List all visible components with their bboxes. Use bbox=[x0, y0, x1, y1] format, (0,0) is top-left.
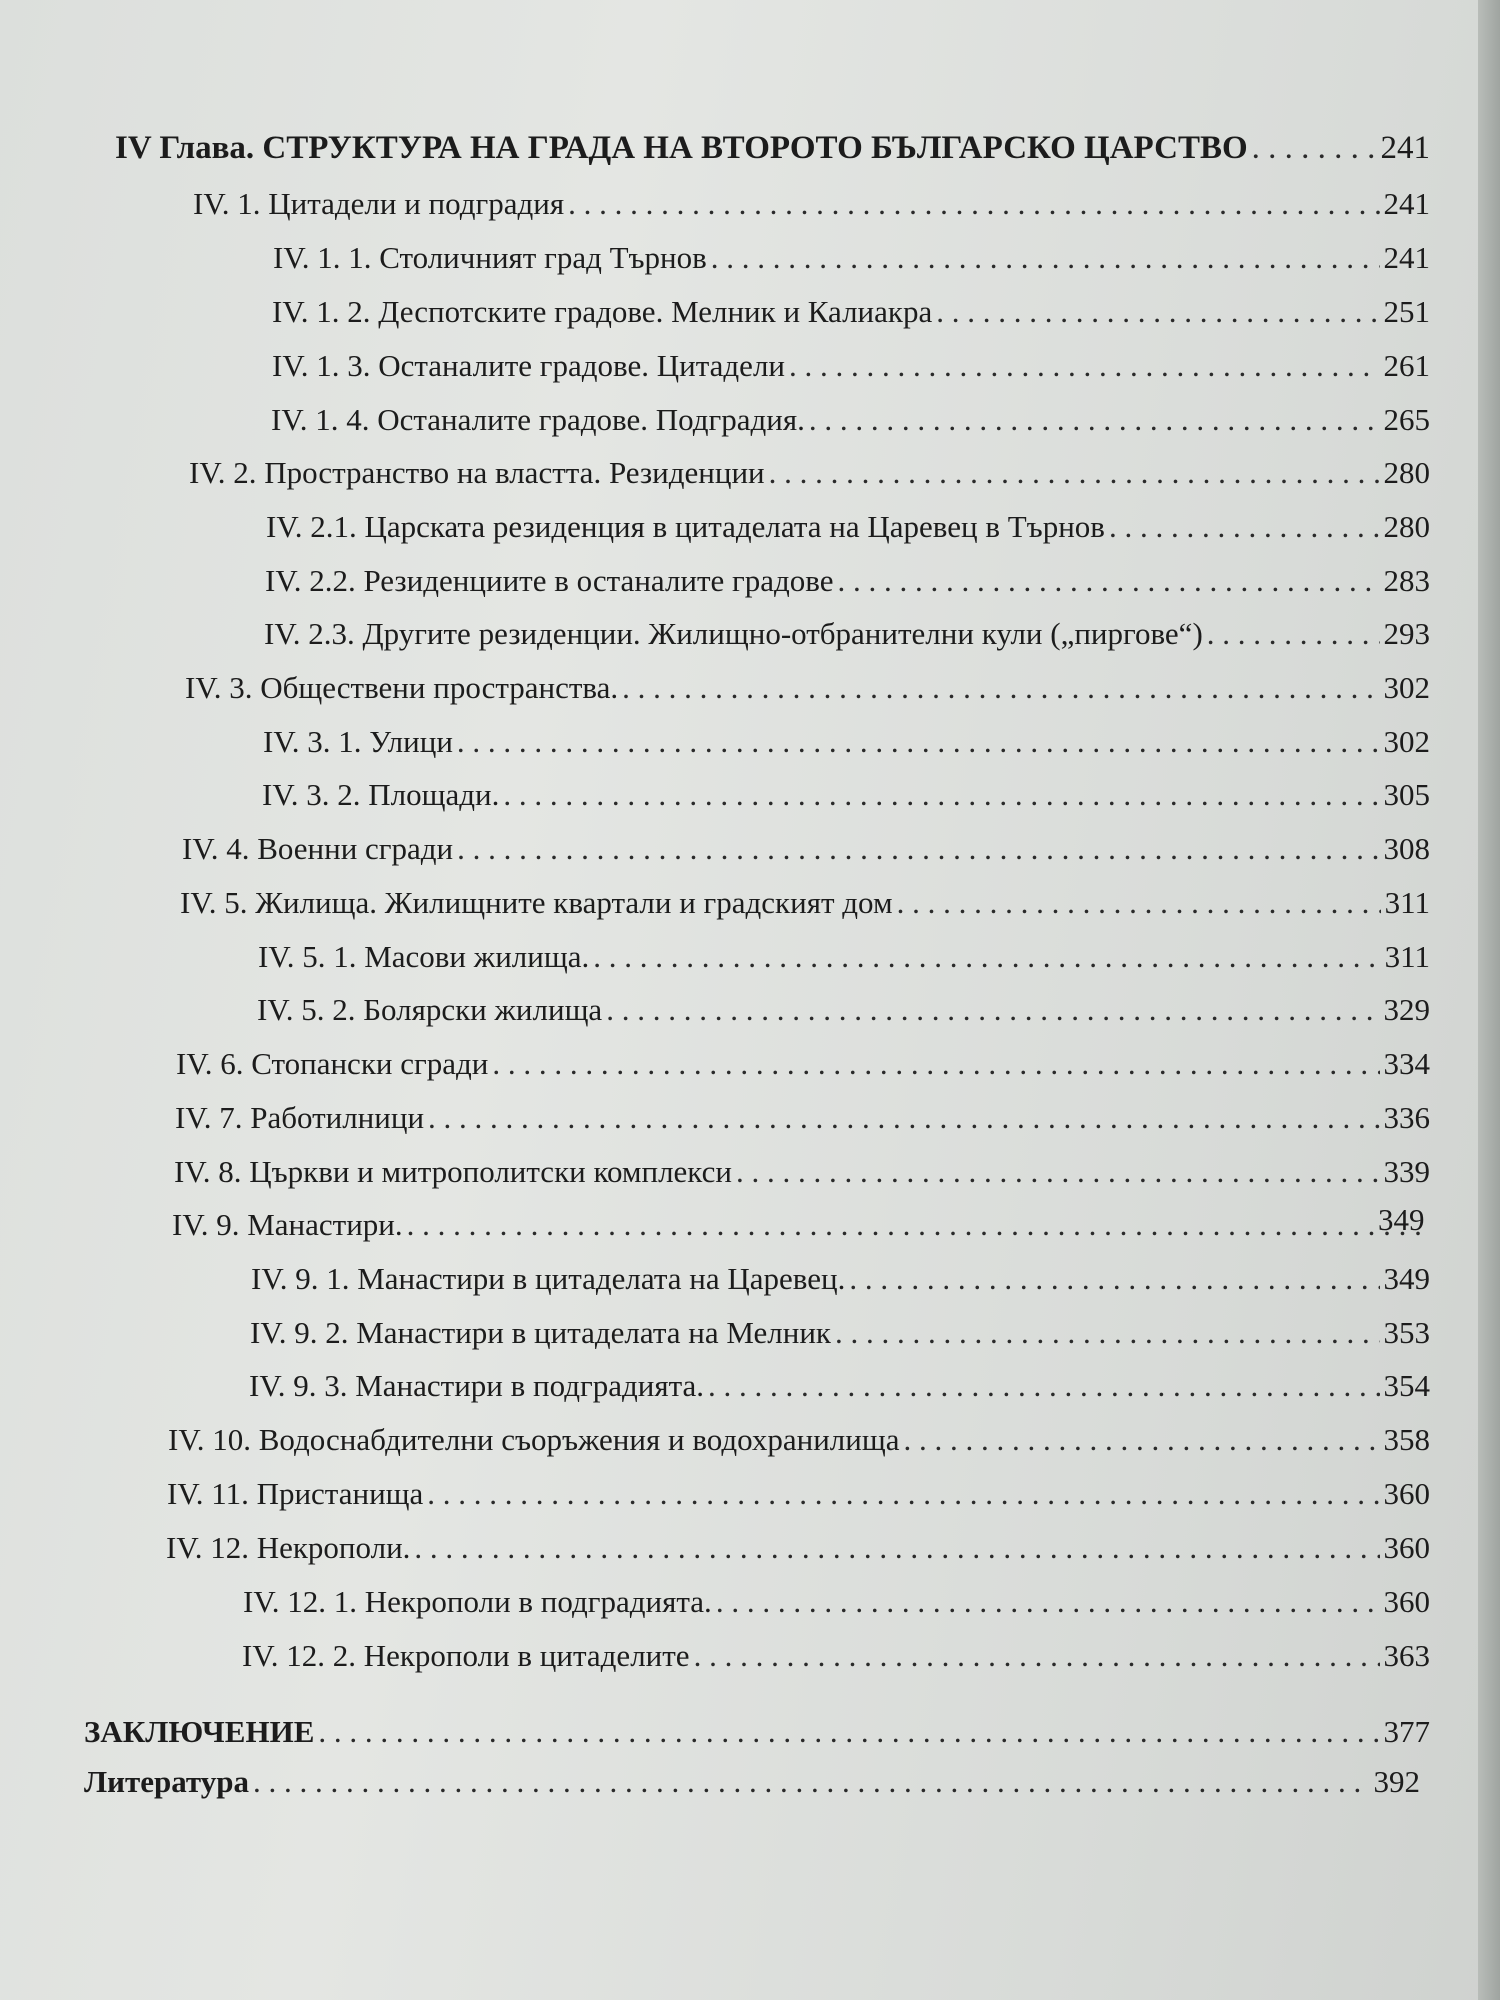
leader-dots bbox=[606, 990, 1379, 1030]
toc-entry-page: 360 bbox=[1383, 1476, 1430, 1511]
toc-page-number: 349 bbox=[1378, 1202, 1425, 1237]
toc-entry-text: IV. 12. Некрополи. bbox=[166, 1530, 411, 1565]
toc-entry-text: IV. 5. Жилища. Жилищните квартали и градският дом bbox=[180, 885, 893, 920]
leader-dots bbox=[457, 829, 1379, 869]
toc-entry-page: 360 bbox=[1383, 1530, 1430, 1565]
toc-entry[interactable] bbox=[193, 184, 1430, 224]
toc-entry-page: 334 bbox=[1383, 1046, 1430, 1081]
toc-entry-text: IV. 5. 2. Болярски жилища bbox=[257, 992, 603, 1027]
toc-entry[interactable] bbox=[265, 561, 1430, 601]
toc-entry[interactable] bbox=[185, 668, 1430, 708]
leader-dots bbox=[318, 1712, 1379, 1752]
leader-dots bbox=[1252, 128, 1377, 168]
toc-entry-text: IV. 2. Пространство на властта. Резиденции bbox=[189, 455, 765, 490]
toc-entry-page: 358 bbox=[1383, 1422, 1430, 1457]
toc-entry[interactable] bbox=[272, 292, 1430, 332]
toc-entry[interactable] bbox=[189, 453, 1430, 493]
toc-entry-text: IV. 1. 3. Останалите градове. Цитадели bbox=[272, 348, 785, 383]
toc-entry-text: IV. 1. 4. Останалите градове. Подградия. bbox=[271, 402, 805, 437]
leader-dots bbox=[769, 453, 1380, 493]
toc-entry-text: Литература bbox=[84, 1764, 249, 1799]
toc-entry[interactable] bbox=[271, 400, 1430, 440]
toc-entry-page: 265 bbox=[1383, 402, 1430, 437]
toc-entry-text: IV. 9. Манастири. bbox=[172, 1207, 403, 1242]
toc-entry-text: IV Глава. СТРУКТУРА НА ГРАДА НА ВТОРОТО БЪЛГАРСКО ЦАРСТВО bbox=[115, 130, 1248, 166]
toc-entry-page: 308 bbox=[1383, 831, 1430, 866]
toc-entry-page: 349 bbox=[1383, 1261, 1430, 1296]
toc-entry-text: IV. 3. Обществени пространства. bbox=[185, 670, 619, 705]
leader-dots bbox=[849, 1259, 1379, 1299]
leader-dots bbox=[1207, 614, 1380, 654]
toc-entry-text: IV. 9. 3. Манастири в подградията. bbox=[249, 1368, 705, 1403]
leader-dots bbox=[897, 883, 1381, 923]
toc-entry-conclusion[interactable] bbox=[84, 1712, 1430, 1752]
leader-dots bbox=[593, 937, 1380, 977]
toc-entry-literature[interactable] bbox=[84, 1762, 1420, 1802]
leader-dots bbox=[622, 668, 1379, 708]
toc-entry-page: 392 bbox=[1373, 1764, 1420, 1799]
toc-entry-page: 311 bbox=[1384, 885, 1430, 920]
toc-entry[interactable] bbox=[249, 1366, 1430, 1406]
toc-entry[interactable] bbox=[180, 883, 1430, 923]
toc-entry-text: IV. 3. 1. Улици bbox=[263, 724, 453, 759]
toc-entry[interactable] bbox=[243, 1582, 1430, 1622]
toc-entry-page: 311 bbox=[1384, 939, 1430, 974]
toc-entry-text: IV. 3. 2. Площади. bbox=[262, 777, 500, 812]
toc-entry-text: IV. 1. Цитадели и подградия bbox=[193, 186, 565, 221]
toc-entry[interactable] bbox=[251, 1259, 1430, 1299]
toc-entry[interactable] bbox=[273, 238, 1430, 278]
toc-entry[interactable] bbox=[168, 1420, 1430, 1460]
toc-entry-page: 241 bbox=[1380, 130, 1430, 166]
toc-entry-page: 302 bbox=[1383, 670, 1430, 705]
toc-entry-page: 280 bbox=[1383, 509, 1430, 544]
toc-entry-text: IV. 2.3. Другите резиденции. Жилищно-отбранителни кули („пиргове“) bbox=[264, 616, 1203, 651]
toc-entry-text: IV. 1. 2. Деспотските градове. Мелник и Калиакра bbox=[272, 294, 933, 329]
toc-entry-page: 302 bbox=[1383, 724, 1430, 759]
toc-entry[interactable] bbox=[174, 1152, 1430, 1192]
toc-entry-chapter[interactable] bbox=[115, 128, 1430, 168]
toc-entry[interactable] bbox=[172, 1205, 1430, 1245]
toc-entry-page: 353 bbox=[1383, 1315, 1430, 1350]
toc-entry[interactable] bbox=[175, 1098, 1430, 1138]
leader-dots bbox=[253, 1762, 1370, 1802]
toc-entry-text: IV. 2.2. Резиденциите в останалите градове bbox=[265, 563, 834, 598]
leader-dots bbox=[838, 561, 1380, 601]
leader-dots bbox=[503, 775, 1379, 815]
toc-entry-page: 339 bbox=[1383, 1154, 1430, 1189]
toc-entry-page: 354 bbox=[1383, 1368, 1430, 1403]
leader-dots bbox=[1109, 507, 1380, 547]
toc-entry-text: IV. 2.1. Царската резиденция в цитаделата на Царевец в Търнов bbox=[266, 509, 1105, 544]
toc-entry-text: IV. 12. 1. Некрополи в подградията. bbox=[243, 1584, 712, 1619]
toc-entry-text: IV. 12. 2. Некрополи в цитаделите bbox=[242, 1638, 690, 1673]
leader-dots bbox=[428, 1098, 1379, 1138]
toc-entry-page: 251 bbox=[1383, 294, 1430, 329]
leader-dots bbox=[736, 1152, 1380, 1192]
toc-entry-page: 305 bbox=[1383, 777, 1430, 812]
leader-dots bbox=[414, 1528, 1379, 1568]
leader-dots bbox=[716, 1582, 1380, 1622]
toc-entry[interactable] bbox=[263, 722, 1430, 762]
toc-entry[interactable] bbox=[266, 507, 1430, 547]
toc-entry-page: 293 bbox=[1383, 616, 1430, 651]
toc-entry-page: 241 bbox=[1383, 186, 1430, 221]
leader-dots bbox=[789, 346, 1380, 386]
leader-dots bbox=[427, 1474, 1379, 1514]
leader-dots bbox=[711, 238, 1380, 278]
toc-entry-text: IV. 6. Стопански сгради bbox=[176, 1046, 489, 1081]
toc-entry[interactable] bbox=[262, 775, 1430, 815]
toc-entry[interactable] bbox=[166, 1528, 1430, 1568]
toc-entry-text: IV. 8. Църкви и митрополитски комплекси bbox=[174, 1154, 732, 1189]
toc-entry[interactable] bbox=[264, 614, 1430, 654]
toc-entry[interactable] bbox=[242, 1636, 1430, 1676]
toc-entry-text: IV. 1. 1. Столичният град Търнов bbox=[273, 240, 707, 275]
toc-entry-text: IV. 7. Работилници bbox=[175, 1100, 425, 1135]
leader-dots bbox=[407, 1205, 1426, 1245]
toc-entry-page: 360 bbox=[1383, 1584, 1430, 1619]
toc-entry-text: ЗАКЛЮЧЕНИЕ bbox=[84, 1714, 315, 1749]
leader-dots bbox=[809, 400, 1380, 440]
toc-entry-text: IV. 10. Водоснабдителни съоръжения и водохранилища bbox=[168, 1422, 900, 1457]
toc-entry[interactable] bbox=[182, 829, 1430, 869]
toc-entry[interactable] bbox=[257, 990, 1430, 1030]
toc-entry-page: 336 bbox=[1383, 1100, 1430, 1135]
toc-entry-text: IV. 11. Пристанища bbox=[167, 1476, 424, 1511]
toc-entry-page: 280 bbox=[1383, 455, 1430, 490]
toc-entry-text: IV. 4. Военни сгради bbox=[182, 831, 454, 866]
leader-dots bbox=[492, 1044, 1379, 1084]
toc-entry-text: IV. 9. 2. Манастири в цитаделата на Мелник bbox=[250, 1315, 831, 1350]
toc-entry[interactable] bbox=[250, 1313, 1430, 1353]
leader-dots bbox=[835, 1313, 1380, 1353]
toc-entry-page: 283 bbox=[1383, 563, 1430, 598]
leader-dots bbox=[568, 184, 1379, 224]
toc-entry-page: 241 bbox=[1383, 240, 1430, 275]
leader-dots bbox=[708, 1366, 1379, 1406]
leader-dots bbox=[694, 1636, 1380, 1676]
toc-entry-page: 261 bbox=[1383, 348, 1430, 383]
toc-entry-page: 363 bbox=[1383, 1638, 1430, 1673]
leader-dots bbox=[904, 1420, 1380, 1460]
leader-dots bbox=[457, 722, 1380, 762]
toc-entry-text: IV. 5. 1. Масови жилища. bbox=[258, 939, 590, 974]
toc-entry[interactable] bbox=[167, 1474, 1430, 1514]
toc-entry[interactable] bbox=[272, 346, 1430, 386]
leader-dots bbox=[936, 292, 1379, 332]
toc-entry-page: 329 bbox=[1383, 992, 1430, 1027]
toc-entry-page: 377 bbox=[1383, 1714, 1430, 1749]
toc-entry[interactable] bbox=[176, 1044, 1430, 1084]
toc-entry[interactable] bbox=[258, 937, 1430, 977]
toc-entry-text: IV. 9. 1. Манастири в цитаделата на Царевец. bbox=[251, 1261, 846, 1296]
